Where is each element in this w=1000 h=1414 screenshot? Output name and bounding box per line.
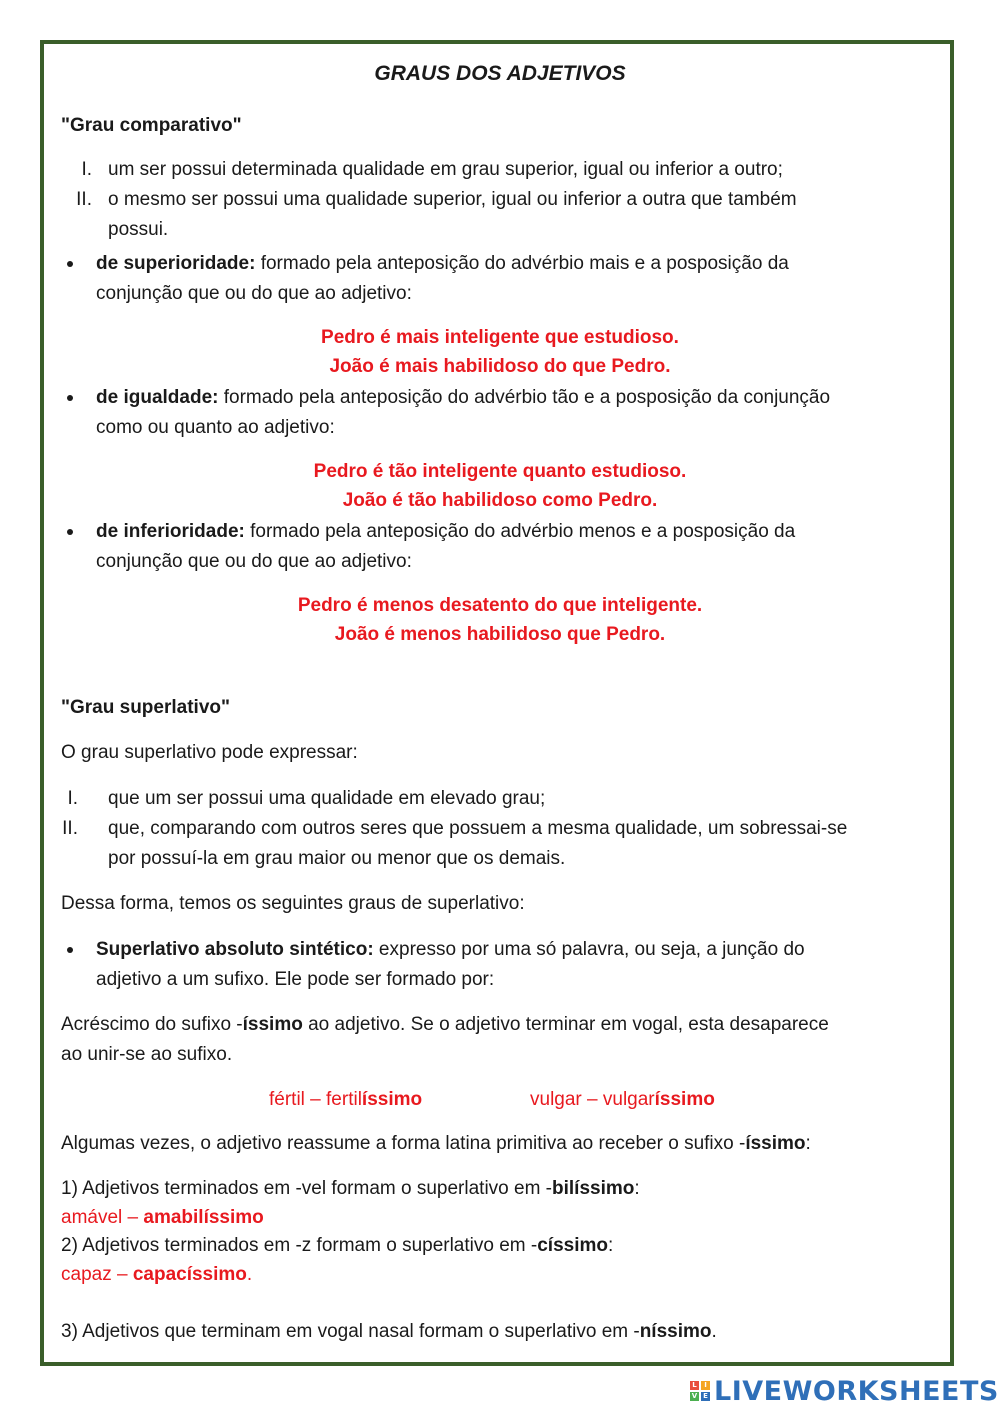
text-part: 3) Adjetivos que terminam em vogal nasal formam o superlativo em - bbox=[61, 1321, 640, 1342]
text-part: : bbox=[805, 1133, 811, 1154]
list-item-text: o mesmo ser possui uma qualidade superior, igual ou inferior a outra que também bbox=[108, 189, 797, 210]
example-sentence: João é mais habilidoso do que Pedro. bbox=[329, 356, 671, 377]
text-part: : bbox=[634, 1178, 640, 1199]
text-part: : bbox=[608, 1235, 614, 1256]
rule-line bbox=[61, 1231, 613, 1261]
section-heading-superlativo: "Grau superlativo" bbox=[61, 697, 231, 718]
suffix-bold: bilíssimo bbox=[552, 1178, 635, 1199]
logo-text: LIVEWORKSHEETS bbox=[714, 1375, 999, 1407]
bullet-term: de superioridade: bbox=[96, 253, 256, 274]
bullet-text bbox=[96, 517, 795, 547]
list-item-text: que um ser possui uma qualidade em elevado grau; bbox=[108, 788, 546, 809]
page-title: GRAUS DOS ADJETIVOS bbox=[374, 62, 626, 85]
text-part: Acréscimo do sufixo - bbox=[61, 1014, 243, 1035]
text-part: Algumas vezes, o adjetivo reassume a forma latina primitiva ao receber o sufixo - bbox=[61, 1133, 746, 1154]
example-plain: amável – bbox=[61, 1207, 144, 1228]
example-word bbox=[530, 1085, 715, 1115]
bullet-icon bbox=[67, 395, 73, 401]
bullet-desc: expresso por uma só palavra, ou seja, a junção do bbox=[373, 939, 805, 960]
roman-numeral: II. bbox=[76, 189, 92, 210]
logo-grid-icon bbox=[690, 1381, 710, 1401]
roman-numeral: I. bbox=[81, 159, 92, 180]
bullet-desc: formado pela anteposição do advérbio mais e a posposição da bbox=[255, 253, 789, 274]
text-part: 2) Adjetivos terminados em -z formam o superlativo em - bbox=[61, 1235, 538, 1256]
suffix-bold: íssimo bbox=[745, 1133, 806, 1154]
section-heading-comparativo: "Grau comparativo" bbox=[61, 115, 242, 136]
example-sentence: Pedro é mais inteligente que estudioso. bbox=[321, 327, 679, 348]
example-bold: íssimo bbox=[654, 1089, 715, 1110]
text-part: ao adjetivo. Se o adjetivo terminar em vogal, esta desaparece bbox=[302, 1014, 829, 1035]
bullet-text-cont: como ou quanto ao adjetivo: bbox=[96, 417, 335, 438]
bullet-term: Superlativo absoluto sintético: bbox=[96, 939, 374, 960]
text-part: . bbox=[711, 1321, 717, 1342]
bullet-term: de inferioridade: bbox=[96, 521, 245, 542]
suffix-bold: císsimo bbox=[537, 1235, 608, 1256]
suffix-bold: íssimo bbox=[242, 1014, 303, 1035]
paragraph: O grau superlativo pode expressar: bbox=[61, 742, 358, 763]
bullet-desc: formado pela anteposição do advérbio tão e a posposição da conjunção bbox=[218, 387, 831, 408]
bullet-text bbox=[96, 249, 789, 279]
example-plain: vulgar – vulgar bbox=[530, 1089, 655, 1110]
rule-line bbox=[61, 1174, 640, 1204]
example-sentence: João é menos habilidoso que Pedro. bbox=[334, 624, 666, 645]
bullet-text bbox=[96, 383, 830, 413]
liveworksheets-logo[interactable] bbox=[690, 1374, 999, 1408]
bullet-text-cont: conjunção que ou do que ao adjetivo: bbox=[96, 283, 412, 304]
roman-numeral: I. bbox=[67, 788, 78, 809]
list-item-text: que, comparando com outros seres que possuem a mesma qualidade, um sobressai-se bbox=[108, 818, 848, 839]
rule-example bbox=[61, 1260, 252, 1290]
logo-letter: E bbox=[701, 1392, 710, 1401]
list-item-text: por possuí-la em grau maior ou menor que os demais. bbox=[108, 848, 566, 869]
list-item-text: possui. bbox=[108, 219, 169, 240]
text-part: 1) Adjetivos terminados em -vel formam o superlativo em - bbox=[61, 1178, 553, 1199]
bullet-icon bbox=[67, 261, 73, 267]
list-item-text: um ser possui determinada qualidade em grau superior, igual ou inferior a outro; bbox=[108, 159, 783, 180]
example-plain: . bbox=[246, 1264, 253, 1285]
paragraph bbox=[61, 1129, 811, 1159]
logo-letter: V bbox=[691, 1392, 698, 1400]
rule-line bbox=[61, 1317, 717, 1347]
logo-letter: I bbox=[701, 1381, 710, 1390]
bullet-icon bbox=[67, 529, 73, 535]
bullet-text bbox=[96, 935, 805, 965]
bullet-text-cont: conjunção que ou do que ao adjetivo: bbox=[96, 551, 412, 572]
example-bold: amabilíssimo bbox=[143, 1207, 264, 1228]
suffix-bold: níssimo bbox=[639, 1321, 712, 1342]
example-word bbox=[269, 1085, 422, 1115]
example-plain: fértil – fertil bbox=[269, 1089, 362, 1110]
example-bold: íssimo bbox=[361, 1089, 423, 1110]
example-plain: capaz – bbox=[61, 1264, 133, 1285]
example-sentence: João é tão habilidoso como Pedro. bbox=[342, 490, 658, 511]
example-bold: capacíssimo bbox=[132, 1264, 247, 1285]
example-sentence: Pedro é tão inteligente quanto estudioso. bbox=[313, 461, 687, 482]
logo-letter: L bbox=[690, 1381, 699, 1390]
paragraph: Dessa forma, temos os seguintes graus de superlativo: bbox=[61, 893, 525, 914]
example-sentence: Pedro é menos desatento do que inteligente. bbox=[297, 595, 703, 616]
bullet-icon bbox=[67, 947, 73, 953]
roman-numeral: II. bbox=[62, 818, 78, 839]
bullet-desc: formado pela anteposição do advérbio menos e a posposição da bbox=[244, 521, 796, 542]
rule-example bbox=[61, 1203, 264, 1233]
bullet-text-cont: adjetivo a um sufixo. Ele pode ser formado por: bbox=[96, 969, 495, 990]
bullet-term: de igualdade: bbox=[96, 387, 219, 408]
paragraph bbox=[61, 1010, 829, 1040]
paragraph: ao unir-se ao sufixo. bbox=[61, 1044, 233, 1065]
